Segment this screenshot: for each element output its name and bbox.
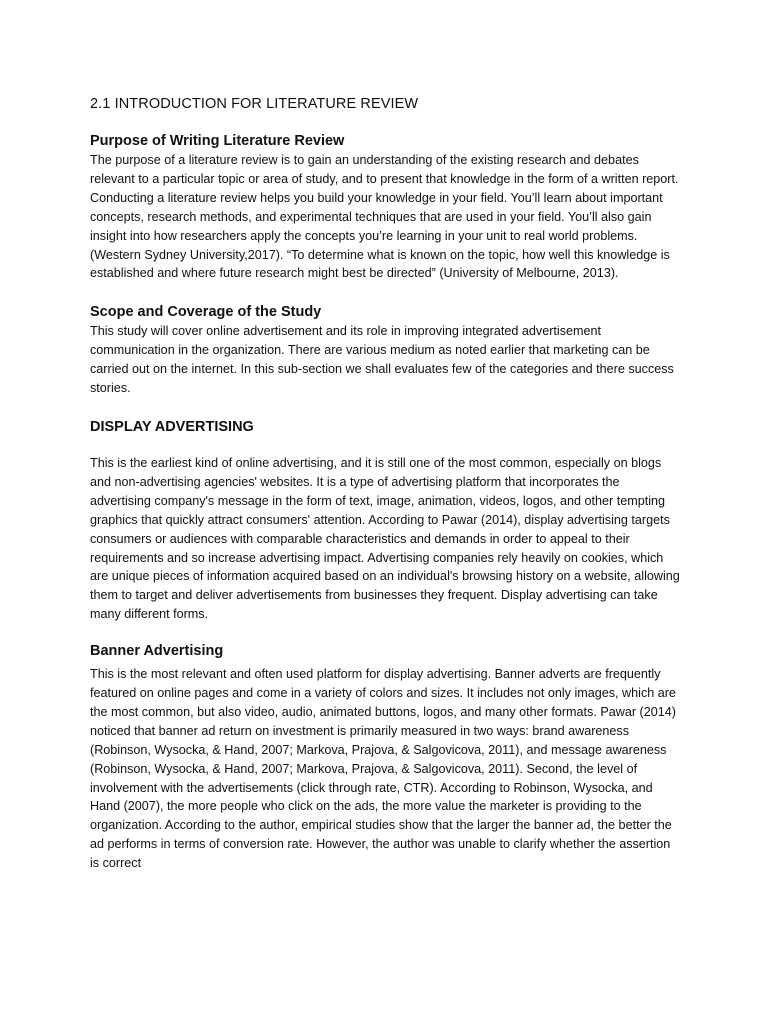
display-advertising-heading: DISPLAY ADVERTISING — [90, 418, 254, 435]
display-advertising-section — [90, 417, 680, 624]
purpose-heading: Purpose of Writing Literature Review — [90, 133, 345, 149]
purpose-paragraph: The purpose of a literature review is to gain an understanding of the existing research and debates relevant to a particular topic or area of study, and to present that knowledge in the form of a written report. Conducting a literature review helps you build your knowledge in your field. You’ll learn about important concepts, research methods, and experimental techniques that are used in your field. You’ll also gain insight into how researchers apply the concepts you’re learning in your unit to real world problems. (Western Sydney University,2017). “To determine what is known on the topic, how well this knowledge is established and where future research might best be directed” (University of Melbourne, 2013). — [90, 153, 679, 281]
banner-advertising-heading: Banner Advertising — [90, 643, 224, 660]
banner-advertising-section — [90, 641, 680, 873]
scope-paragraph: This study will cover online advertisement and its role in improving integrated advertisement communication in the organization. There are various medium as noted earlier that marketing can be carried out on the internet. In this sub-section we shall evaluates few of the categories and there success stories. — [90, 324, 674, 396]
purpose-section — [90, 131, 680, 283]
document-body — [90, 94, 680, 873]
banner-advertising-paragraph: This is the most relevant and often used platform for display advertising. Banner adverts are frequently featured on online pages and come in a variety of colors and sizes. It includes not only images, which are the most common, but also video, audio, animated buttons, logos, and many other formats. Pawar (2014) noticed that banner ad return on investment is primarily measured in two ways: brand awareness (Robinson, Wysocka, & Hand, 2007; Markova, Prajova, & Salgovicova, 2011), and message awareness (Robinson, Wysocka, & Hand, 2007; Markova, Prajova, & Salgovicova, 2011). Second, the level of involvement with the advertisements (click through rate, CTR). According to Robinson, Wysocka, and Hand (2007), the more people who click on the ads, the more value the marketer is providing to the organization. According to the author, empirical studies show that the larger the banner ad, the better the ad performs in terms of conversion rate. However, the author was unable to clarify whether the assertion is correct — [90, 667, 676, 871]
scope-heading: Scope and Coverage of the Study — [90, 304, 322, 321]
display-advertising-paragraph: This is the earliest kind of online advertising, and it is still one of the most common, especially on blogs and non-advertising agencies' websites. It is a type of advertising platform that incorporates the advertising company's message in the form of text, image, animation, videos, logos, and other tempting graphics that quickly attract consumers' attention. According to Pawar (2014), display advertising targets consumers or audiences with comparable characteristics and demands in order to appeal to their requirements and so increase advertising impact. Advertising companies rely heavily on cookies, which are unique pieces of information acquired based on an individual's browsing history on a website, allowing them to target and deliver advertisements from businesses they frequent. Display advertising can take many different forms. — [90, 455, 680, 622]
scope-section — [90, 302, 680, 398]
section-title: 2.1 INTRODUCTION FOR LITERATURE REVIEW — [90, 96, 419, 112]
